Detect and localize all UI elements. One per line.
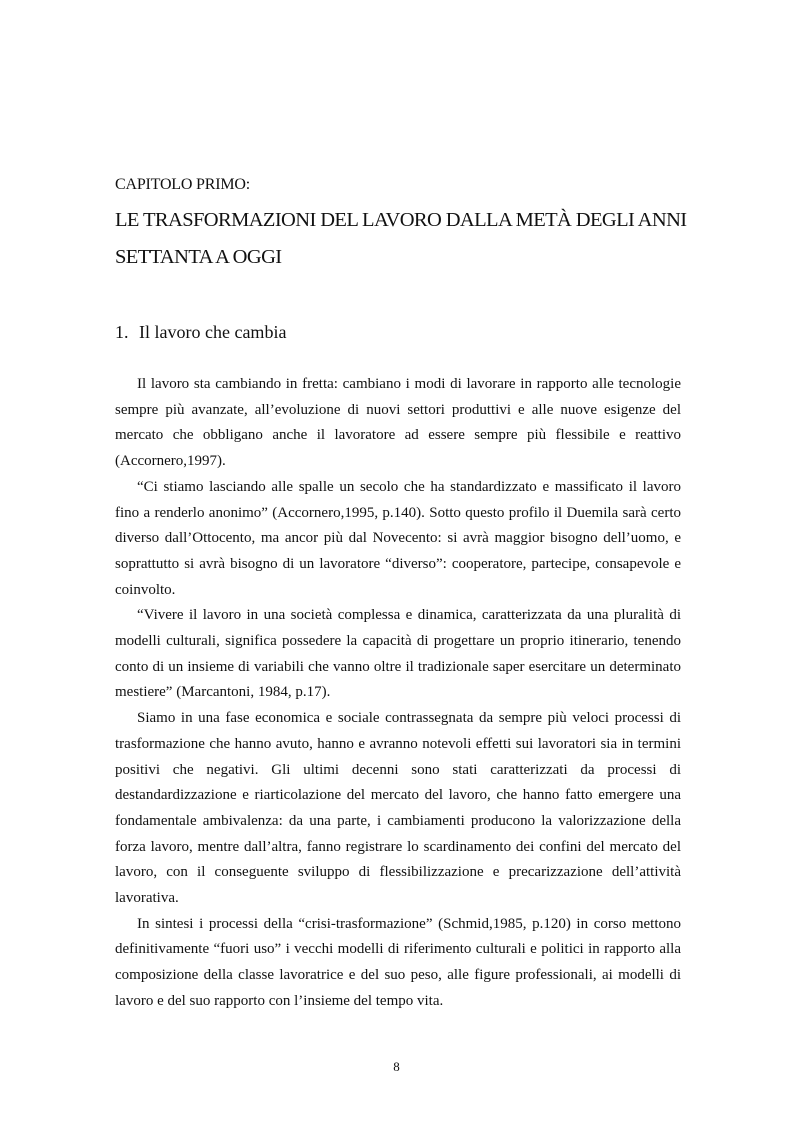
paragraph: “Vivere il lavoro in una società complessa e dinamica, caratterizzata da una pluralità di modelli culturali, significa possedere la capacità di progettare un proprio itinerario, tenendo conto di un insieme di variabili che vanno oltre il tradizionale saper esercitare un determinato mestiere” (Marcantoni, 1984, p.17). <box>115 607 681 701</box>
paragraph: Il lavoro sta cambiando in fretta: cambiano i modi di lavorare in rapporto alle tecnologie sempre più avanzate, all’evoluzione di nuovi settori produttivi e alle nuove esigenze del mercato che obbligano anche il lavoratore ad essere sempre più flessibile e reattivo (Accornero,1997). <box>115 376 681 470</box>
body-text <box>115 372 681 1015</box>
paragraph: In sintesi i processi della “crisi-trasformazione” (Schmid,1985, p.120) in corso mettono definitivamente “fuori uso” i vecchi modelli di riferimento culturali e politici in rapporto alla composizione della classe lavoratrice e del suo peso, alle figure professionali, ai modelli di lavoro e del suo rapporto con l’insieme del tempo vita. <box>115 915 681 1009</box>
paragraph: “Ci stiamo lasciando alle spalle un secolo che ha standardizzato e massificato il lavoro fino a renderlo anonimo” (Accornero,1995, p.140). Sotto questo profilo il Duemila sarà certo diverso dall’Ottocento, ma ancor più dal Novecento: si avrà maggior bisogno dell’uomo, e soprattutto si avrà bisogno di un lavoratore “diverso”: cooperatore, partecipe, consapevole e coinvolto. <box>115 478 681 598</box>
section-heading <box>115 322 286 343</box>
section-number: 1. <box>115 322 129 342</box>
chapter-label: CAPITOLO PRIMO: <box>115 176 250 193</box>
page-number: 8 <box>393 1059 400 1074</box>
chapter-title: LE TRASFORMAZIONI DEL LAVORO DALLA METÀ DEGLI ANNI SETTANTA A OGGI <box>115 209 687 268</box>
paragraph: Siamo in una fase economica e sociale contrassegnata da sempre più veloci processi di trasformazione che hanno avuto, hanno e avranno notevoli effetti sui lavoratori sia in termini positivi che negativi. Gli ultimi decenni sono stati caratterizzati da processi di destandardizzazione e riarticolazione del mercato del lavoro, che hanno fatto emergere una fondamentale ambivalenza: da una parte, i cambiamenti producono la valorizzazione della forza lavoro, mentre dall’altra, fanno registrare lo scardinamento dei confini del mercato del lavoro, con il conseguente sviluppo di flessibilizzazione e precarizzazione dell’attività lavorativa. <box>115 710 681 907</box>
section-title: Il lavoro che cambia <box>139 322 287 342</box>
